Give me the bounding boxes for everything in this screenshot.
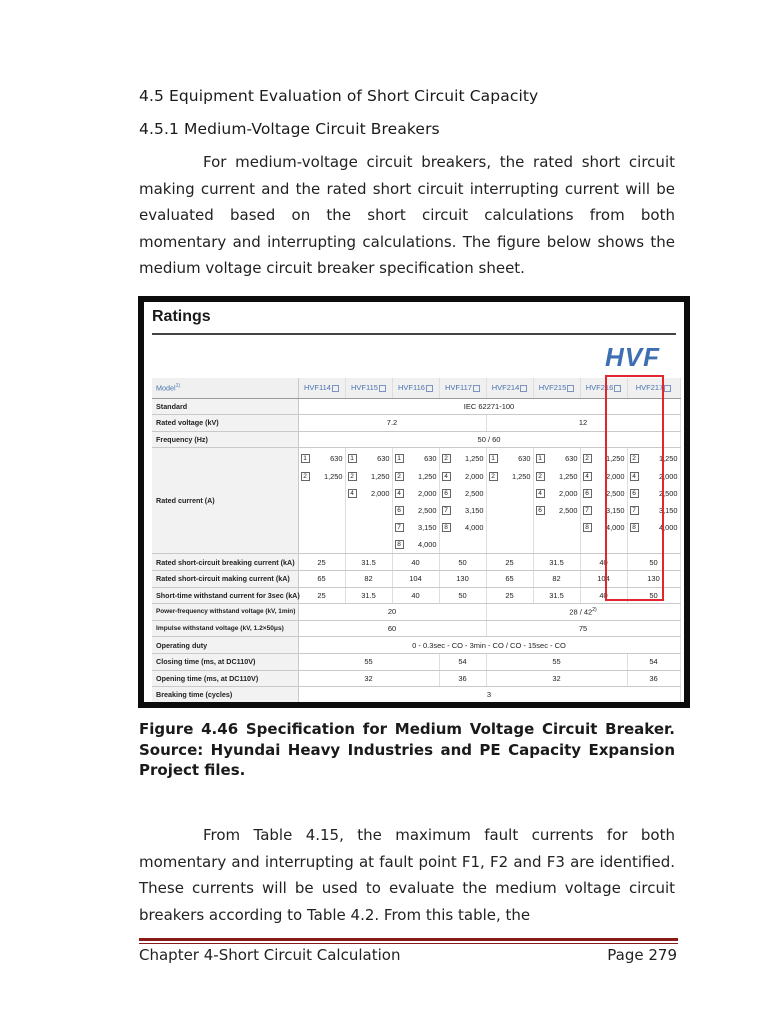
opening-time-value: 36 (439, 670, 486, 687)
breaking-current-value: 31.5 (533, 554, 580, 571)
ratings-title: Ratings (152, 308, 211, 325)
making-current-value: 104 (580, 571, 627, 588)
section-heading: 4.5 Equipment Evaluation of Short Circuit Capacity (139, 87, 539, 105)
hvf217-highlight-box (605, 375, 664, 601)
current-code-badge: 4 (395, 489, 404, 498)
rated-current-entry (395, 467, 437, 484)
figure-caption: Figure 4.46 Specification for Medium Voltage Circuit Breaker. Source: Hyundai Heavy Industries and PE Capacity Expansion Project files. (139, 720, 675, 779)
footer-rule-thick (139, 938, 678, 941)
rated-current-entry (301, 467, 343, 484)
model-label (152, 378, 298, 398)
intro-paragraph-text: For medium-voltage circuit breakers, the rated short circuit making current and the rated short circuit interrupting current will be evaluated based on the short circuit calculations from both momentary and interrupting calculations. The figure below shows the medium voltage circuit breaker specification sheet. (139, 153, 675, 277)
model-header (533, 378, 580, 398)
rated-current-entry (348, 485, 390, 502)
current-rating-value: 1,250 (606, 454, 625, 464)
rated-current-entry (348, 467, 390, 484)
current-rating-value: 2,000 (371, 488, 390, 498)
rated-current-entry (395, 502, 437, 519)
current-rating-value: 2,500 (606, 488, 625, 498)
model-name: HVF214 (491, 383, 520, 393)
rated-current-entry (348, 450, 390, 467)
breaking-current-row (152, 554, 680, 571)
pf-withstand-label: Power-frequency withstand voltage (kV, 1min) (152, 604, 298, 621)
closing-time-row (152, 653, 680, 670)
current-code-badge: 1 (395, 454, 404, 463)
model-name: HVF216 (585, 383, 614, 393)
current-rating-value: 2,500 (465, 488, 484, 498)
current-rating-value: 2,000 (659, 471, 678, 481)
spec-sheet-image (144, 302, 684, 702)
pf-withstand-footnote: 2) (592, 607, 597, 614)
rated-voltage-row (152, 415, 680, 432)
current-code-badge: 8 (583, 523, 592, 532)
current-code-badge: 2 (348, 472, 357, 481)
breaking-time-label: Breaking time (cycles) (152, 687, 298, 702)
current-rating-value: 3,150 (659, 505, 678, 515)
current-code-badge: 4 (630, 472, 639, 481)
withstand-current-value: 31.5 (533, 587, 580, 604)
model-header (439, 378, 486, 398)
current-rating-value: 630 (518, 454, 531, 464)
withstand-current-value: 50 (439, 587, 486, 604)
current-rating-value: 2,000 (465, 471, 484, 481)
closing-time-label: Closing time (ms, at DC110V) (152, 653, 298, 670)
model-checkbox-icon (426, 385, 433, 392)
making-current-value: 65 (486, 571, 533, 588)
rated-voltage-value: 12 (486, 415, 680, 432)
operating-duty-row (152, 637, 680, 654)
impulse-withstand-value: 75 (486, 620, 680, 637)
current-rating-value: 3,150 (465, 505, 484, 515)
current-rating-value: 4,000 (465, 523, 484, 533)
model-label-text: Model (156, 383, 176, 393)
current-code-badge: 4 (536, 489, 545, 498)
current-rating-value: 4,000 (659, 523, 678, 533)
current-rating-value: 630 (565, 454, 578, 464)
model-name: HVF217 (635, 383, 664, 393)
making-current-row (152, 571, 680, 588)
rated-current-label: Rated current (A) (152, 448, 298, 554)
current-code-badge: 6 (536, 506, 545, 515)
rated-voltage-value: 7.2 (298, 415, 486, 432)
model-header (298, 378, 345, 398)
current-code-badge: 8 (395, 540, 404, 549)
rated-current-entry (442, 467, 484, 484)
breaking-current-value: 50 (627, 554, 680, 571)
current-code-badge: 1 (489, 454, 498, 463)
current-rating-value: 3,150 (606, 505, 625, 515)
current-rating-value: 630 (424, 454, 437, 464)
current-rating-value: 1,250 (659, 454, 678, 464)
breaking-current-value: 40 (580, 554, 627, 571)
current-code-badge: 7 (395, 523, 404, 532)
pf-withstand-value-text: 28 / 42 (569, 607, 593, 617)
rated-voltage-label: Rated voltage (kV) (152, 415, 298, 432)
rated-current-entry (395, 450, 437, 467)
current-rating-value: 2,500 (659, 488, 678, 498)
model-checkbox-icon (379, 385, 386, 392)
model-name: HVF117 (445, 383, 472, 393)
model-footnote: 1) (175, 383, 181, 390)
spec-sheet-figure (138, 296, 690, 708)
hvf-logo: HVF (605, 342, 660, 372)
current-code-badge: 7 (442, 506, 451, 515)
rated-current-entry (301, 450, 343, 467)
frequency-row (152, 431, 680, 448)
standard-value: IEC 62271-100 (298, 398, 680, 415)
operating-duty-value: 0 - 0.3sec - CO - 3min - CO / CO - 15sec - CO (298, 637, 680, 654)
current-code-badge: 2 (536, 472, 545, 481)
breaking-current-label: Rated short-circuit breaking current (kA) (152, 554, 298, 571)
current-code-badge: 8 (630, 523, 639, 532)
breaking-current-value: 25 (486, 554, 533, 571)
current-code-badge: 6 (630, 489, 639, 498)
impulse-withstand-value: 60 (298, 620, 486, 637)
current-rating-value: 3,150 (418, 523, 437, 533)
current-rating-value: 1,250 (465, 454, 484, 464)
current-rating-value: 2,000 (606, 471, 625, 481)
current-code-badge: 1 (348, 454, 357, 463)
model-header (486, 378, 533, 398)
model-name: HVF215 (538, 383, 567, 393)
current-code-badge: 7 (583, 506, 592, 515)
current-rating-value: 630 (330, 454, 343, 464)
model-name: HVF115 (351, 383, 378, 393)
rated-current-entry (536, 485, 578, 502)
current-code-badge: 2 (583, 454, 592, 463)
model-header (392, 378, 439, 398)
closing-time-value: 55 (298, 653, 439, 670)
followup-paragraph (139, 822, 675, 928)
breaking-current-value: 31.5 (345, 554, 392, 571)
rated-current-entry (395, 536, 437, 553)
opening-time-value: 32 (486, 670, 627, 687)
opening-time-value: 32 (298, 670, 439, 687)
model-checkbox-icon (520, 385, 527, 392)
rated-current-cell (486, 448, 533, 554)
current-code-badge: 1 (301, 454, 310, 463)
current-code-badge: 2 (301, 472, 310, 481)
model-checkbox-icon (567, 385, 574, 392)
withstand-current-value: 40 (580, 587, 627, 604)
rated-current-entry (536, 450, 578, 467)
making-current-value: 82 (345, 571, 392, 588)
current-rating-value: 1,250 (512, 471, 531, 481)
breaking-time-value: 3 (298, 687, 680, 702)
withstand-current-label: Short-time withstand current for 3sec (kA) (152, 587, 298, 604)
rated-current-row (152, 448, 680, 554)
current-rating-value: 1,250 (324, 471, 343, 481)
current-code-badge: 2 (442, 454, 451, 463)
rated-current-cell (439, 448, 486, 554)
current-rating-value: 2,500 (559, 505, 578, 515)
making-current-value: 104 (392, 571, 439, 588)
ratings-table (152, 378, 681, 702)
current-rating-value: 1,250 (371, 471, 390, 481)
impulse-withstand-label: Impulse withstand voltage (kV, 1.2×50μs) (152, 620, 298, 637)
opening-time-value: 36 (627, 670, 680, 687)
standard-label: Standard (152, 398, 298, 415)
current-code-badge: 4 (442, 472, 451, 481)
making-current-value: 130 (627, 571, 680, 588)
rated-current-entry (442, 502, 484, 519)
current-code-badge: 2 (630, 454, 639, 463)
closing-time-value: 54 (627, 653, 680, 670)
rated-current-entry (489, 450, 531, 467)
breaking-current-value: 25 (298, 554, 345, 571)
current-code-badge: 7 (630, 506, 639, 515)
followup-paragraph-text: From Table 4.15, the maximum fault currents for both momentary and interrupting at fault point F1, F2 and F3 are identified. These currents will be used to evaluate the medium voltage circuit breakers according to Table 4.2. From this table, the (139, 826, 675, 924)
pf-withstand-value (486, 604, 680, 621)
current-code-badge: 6 (442, 489, 451, 498)
making-current-value: 82 (533, 571, 580, 588)
subsection-heading: 4.5.1 Medium-Voltage Circuit Breakers (139, 120, 440, 138)
current-code-badge: 6 (395, 506, 404, 515)
withstand-current-value: 50 (627, 587, 680, 604)
current-rating-value: 2,000 (418, 488, 437, 498)
current-rating-value: 1,250 (559, 471, 578, 481)
rated-current-entry (442, 485, 484, 502)
standard-row (152, 398, 680, 415)
intro-paragraph (139, 149, 675, 282)
model-checkbox-icon (332, 385, 339, 392)
model-header (345, 378, 392, 398)
current-rating-value: 4,000 (418, 540, 437, 550)
withstand-current-value: 25 (298, 587, 345, 604)
opening-time-row (152, 670, 680, 687)
rated-current-entry (442, 450, 484, 467)
frequency-value: 50 / 60 (298, 431, 680, 448)
rated-current-entry (395, 485, 437, 502)
withstand-current-value: 25 (486, 587, 533, 604)
rated-current-entry (536, 467, 578, 484)
current-code-badge: 2 (395, 472, 404, 481)
closing-time-value: 55 (486, 653, 627, 670)
current-code-badge: 4 (583, 472, 592, 481)
opening-time-label: Opening time (ms, at DC110V) (152, 670, 298, 687)
current-rating-value: 2,500 (418, 505, 437, 515)
withstand-current-row (152, 587, 680, 604)
footer-chapter: Chapter 4-Short Circuit Calculation (139, 946, 401, 964)
current-code-badge: 8 (442, 523, 451, 532)
frequency-label: Frequency (Hz) (152, 431, 298, 448)
model-checkbox-icon (473, 385, 480, 392)
current-rating-value: 630 (377, 454, 390, 464)
breaking-current-value: 40 (392, 554, 439, 571)
withstand-current-value: 40 (392, 587, 439, 604)
current-code-badge: 1 (536, 454, 545, 463)
model-name: HVF116 (398, 383, 425, 393)
pf-withstand-row (152, 604, 680, 621)
rated-current-entry (395, 519, 437, 536)
breaking-current-value: 50 (439, 554, 486, 571)
rated-current-entry (442, 519, 484, 536)
rated-current-cell (298, 448, 345, 554)
footer-page-number: Page 279 (607, 946, 677, 964)
model-header-row (152, 378, 680, 398)
making-current-value: 65 (298, 571, 345, 588)
model-name: HVF114 (304, 383, 331, 393)
current-rating-value: 4,000 (606, 523, 625, 533)
pf-withstand-value: 20 (298, 604, 486, 621)
rated-current-cell (533, 448, 580, 554)
current-code-badge: 4 (348, 489, 357, 498)
closing-time-value: 54 (439, 653, 486, 670)
rated-current-cell (392, 448, 439, 554)
current-rating-value: 1,250 (418, 471, 437, 481)
footer-rule-thin (139, 943, 678, 944)
current-code-badge: 2 (489, 472, 498, 481)
operating-duty-label: Operating duty (152, 637, 298, 654)
current-rating-value: 2,000 (559, 488, 578, 498)
ratings-divider (152, 333, 676, 335)
rated-current-entry (536, 502, 578, 519)
impulse-withstand-row (152, 620, 680, 637)
rated-current-cell (345, 448, 392, 554)
making-current-value: 130 (439, 571, 486, 588)
rated-current-entry (489, 467, 531, 484)
making-current-label: Rated short-circuit making current (kA) (152, 571, 298, 588)
breaking-time-row (152, 687, 680, 702)
current-code-badge: 6 (583, 489, 592, 498)
model-checkbox-icon (664, 385, 671, 392)
withstand-current-value: 31.5 (345, 587, 392, 604)
